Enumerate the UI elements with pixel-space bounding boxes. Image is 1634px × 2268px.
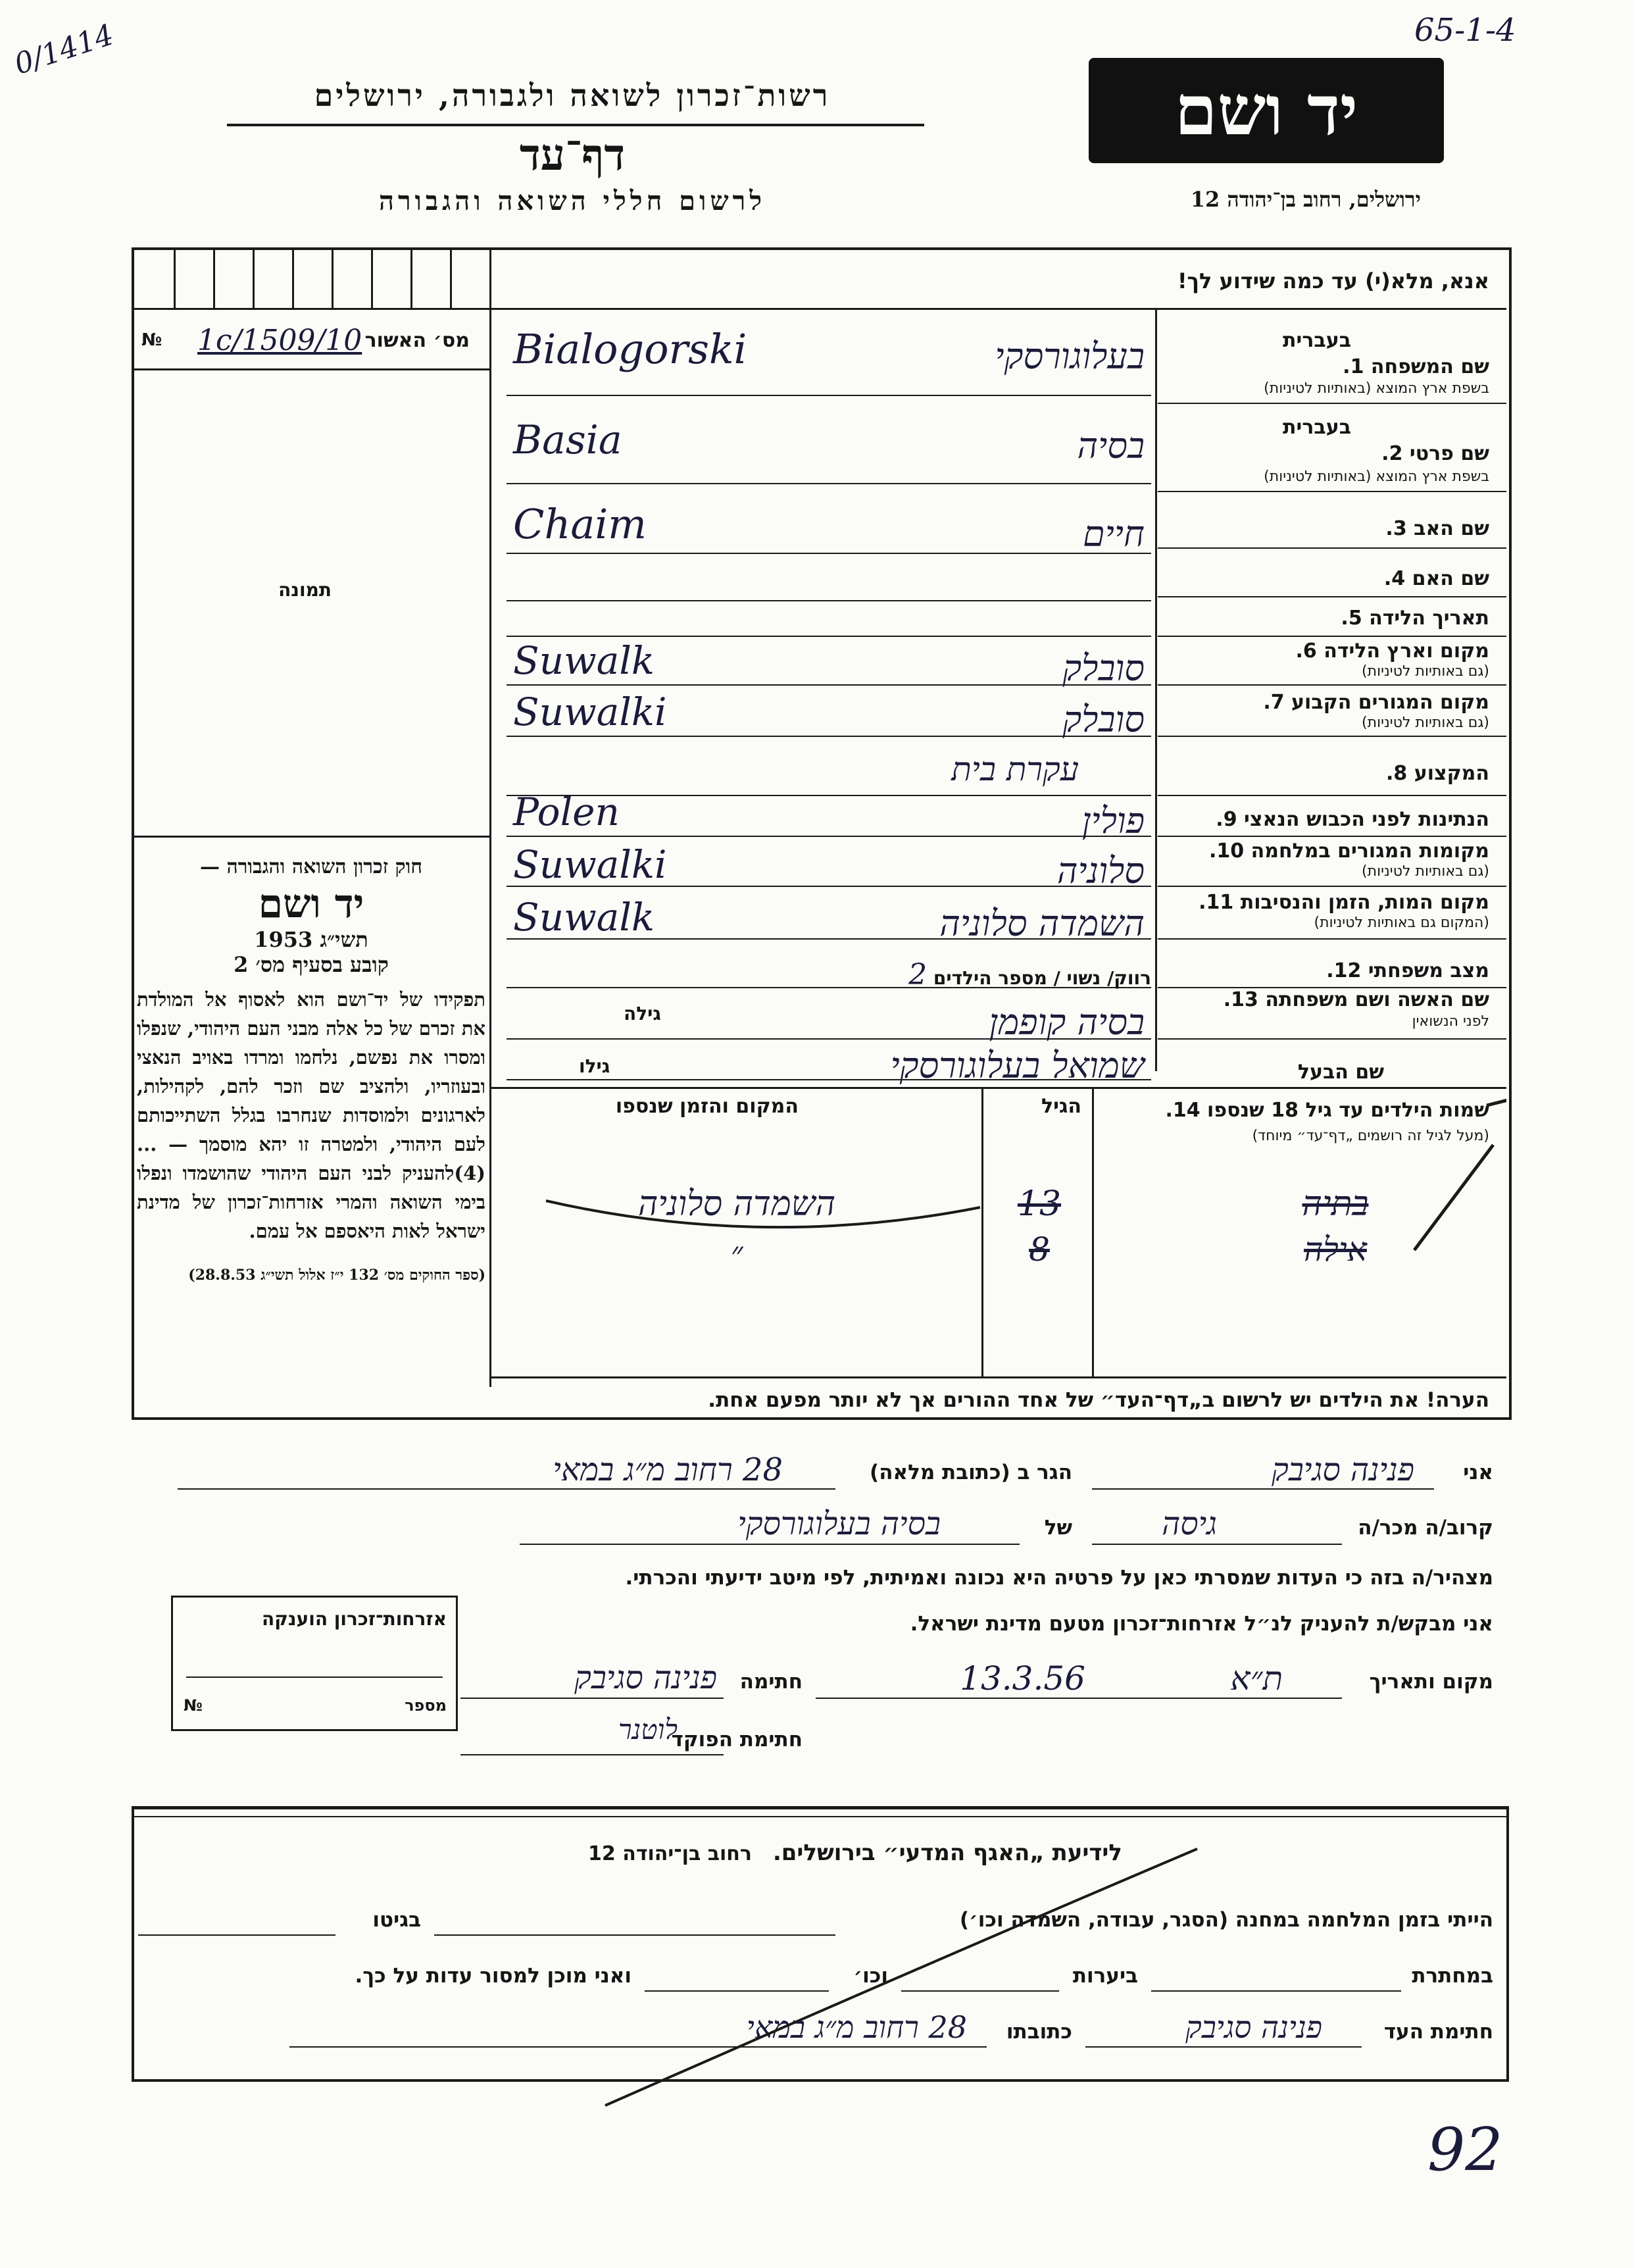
col-age: הגיל xyxy=(1041,1095,1081,1118)
strike-marks xyxy=(500,1066,1506,1290)
law-years: תשי״ג 1953 xyxy=(254,927,368,952)
law-clause: קובע בסעיף מס׳ 2 xyxy=(234,952,389,977)
first-name-latin: Basia xyxy=(513,417,622,463)
witness-addr-label: כתובתו xyxy=(1006,2020,1072,2044)
officer-label: חתימת הפוקד xyxy=(671,1728,803,1751)
signature-label: חתימה xyxy=(739,1670,803,1694)
field-8-text: המקצוע xyxy=(1414,762,1489,785)
child-1-name: בתיה xyxy=(1302,1184,1369,1224)
children-count: 2 xyxy=(908,958,928,992)
logo-text: יד ושם xyxy=(1174,70,1358,151)
yad-vashem-logo xyxy=(1089,58,1444,163)
approval-label: מס׳ האשור xyxy=(364,329,470,352)
declarant-signature: פנינה סגיבק xyxy=(574,1659,717,1696)
field-1-number: 1. xyxy=(1343,355,1364,378)
nationality-hebrew: פולין xyxy=(1081,800,1145,842)
child-2-name: אילה xyxy=(1304,1230,1367,1269)
law-source: (ספר החוקים מס׳ 132 י״ז אלול תשי״ג 28.8.53) xyxy=(188,1267,485,1284)
field-4-label xyxy=(1384,567,1489,590)
field-10-number: 10. xyxy=(1209,840,1245,863)
declarant-name: פנינה סגיבק xyxy=(1272,1451,1414,1488)
child-1-place: השמדה סלוניה xyxy=(637,1184,836,1224)
address: ירושלים, רחוב בן־יהודה 12 xyxy=(1190,187,1421,212)
approval-no-prefix: № xyxy=(141,330,162,350)
marital-status xyxy=(697,958,1151,992)
field-9-label xyxy=(1216,808,1489,831)
witness-sig-label: חתימת העד xyxy=(1383,2020,1493,2044)
field-11-sub: (המקום גם באותיות לטיניות) xyxy=(1314,915,1489,931)
field-2-number: 2. xyxy=(1381,442,1403,465)
birthplace-hebrew: סובלק xyxy=(1062,647,1145,689)
date-value: 13.3.56 xyxy=(960,1659,1085,1698)
witness-signature: פנינה סגיבק xyxy=(1185,2009,1322,2045)
citizenship-number-prefix: № xyxy=(184,1696,203,1715)
field-6-text: מקום וארץ הלידה xyxy=(1324,640,1489,663)
field-2-sub: בשפת ארץ המוצא (באותיות לטיניות) xyxy=(1264,468,1489,485)
field-13-label xyxy=(1224,988,1489,1011)
field-8-number: 8. xyxy=(1385,762,1408,785)
bottom-title-text: לידיעת „האגף המדעי״ בירושלים. xyxy=(772,1840,1122,1866)
field-12-label xyxy=(1326,959,1489,982)
child-1-age: 13 xyxy=(1017,1184,1062,1224)
field-7-sub: (גם באותיות לטיניות) xyxy=(1362,715,1489,731)
witness-strike xyxy=(592,1829,1217,2119)
page-subtitle: לרשום חללי השואה והגבורה xyxy=(378,186,766,216)
child-2-place: ״ xyxy=(730,1234,743,1273)
authority-name: רשות־זכרון לשואה ולגבורה, ירושלים xyxy=(314,78,831,113)
forests-label: ביערות xyxy=(1072,1964,1138,1988)
field-7-text: מקום המגורים הקבוע xyxy=(1291,691,1489,714)
husband-age-label: גילו xyxy=(579,1055,610,1077)
declaration-i-label: אני xyxy=(1463,1461,1493,1484)
field-4-text: שם האם xyxy=(1412,567,1489,590)
field-5-number: 5. xyxy=(1341,607,1362,630)
field-13-text: שם האשה ושם משפחתה xyxy=(1265,988,1489,1011)
field-8-label xyxy=(1386,762,1489,785)
field-9-number: 9. xyxy=(1216,808,1237,831)
death-place-hebrew: השמדה סלוניה xyxy=(939,903,1145,944)
of-label: של xyxy=(1044,1516,1072,1540)
father-name-latin: Chaim xyxy=(513,500,647,548)
approval-number: 1c/1509/10 xyxy=(197,324,362,357)
law-name: יד ושם xyxy=(258,881,364,927)
declaration-request: אני מבקש/ת להעניק לנ״ל אזרחות־זכרון מטעם מדינת ישראל. xyxy=(910,1612,1493,1636)
etc-label: וכו׳ xyxy=(853,1964,888,1988)
first-name-hebrew: בסיה xyxy=(1077,425,1145,466)
wife-age-label: גילה xyxy=(624,1003,661,1024)
children-note: הערה! את הילדים יש לרשום ב„דף־העד״ של אחד ההורים אך לא יותר מפעם אחת. xyxy=(708,1388,1489,1412)
handwritten-file-number: 0/1414 xyxy=(10,18,118,82)
field-2-label xyxy=(1381,442,1489,465)
archive-number: 65-1-4 xyxy=(1414,12,1516,49)
marital-status-text: רווק/ נשוי / מספר הילדים xyxy=(933,967,1151,989)
citizenship-number-label: מספר xyxy=(405,1696,447,1715)
field-4-number: 4. xyxy=(1383,567,1406,590)
law-body: תפקידו של יד־ושם הוא לאסוף אל המולדת את זכרם של כל אלה מבני העם היהודי, שנפלו ומסרו את נפשם, נלחמו ומרדו באויב הנאצי ובעוזריו, ולהציב שם וזכר להם, לקהילות, לארגונים ולמוסדות שנחרבו בגלל השתייכותם לעם היהודי, ולמטרה זו יהא מוסמך — ...(4)להעניק לבני העם היהודי שהושמדו ונפלו בימי השואה והמרי אזרחות־זכרון של מדינת ישראל לאות היאספם אל עמם. xyxy=(137,988,485,1242)
resides-label: הגר ב (כתובת מלאה) xyxy=(870,1461,1072,1484)
field-7-label xyxy=(1263,691,1489,714)
field-12-text: מצב משפחתי xyxy=(1368,959,1489,982)
field-11-text: מקום המות, הזמן והנסיבות xyxy=(1240,891,1489,914)
children-number: 14. xyxy=(1165,1099,1201,1122)
nationality-latin: Polen xyxy=(513,790,620,834)
relation-value: גיסה xyxy=(1162,1505,1217,1542)
field-13-sub: לפני הנשואין xyxy=(1412,1013,1489,1030)
underground-label: במחתרת xyxy=(1412,1964,1493,1988)
field-6-sub: (גם באותיות לטיניות) xyxy=(1362,663,1489,680)
field-3-label xyxy=(1385,517,1489,540)
field-2-text: שם פרטי xyxy=(1409,442,1489,465)
code-boxes xyxy=(134,250,489,309)
wartime-residence-latin: Suwalki xyxy=(513,842,667,887)
citizenship-title: אזרחות־זכרון הוענקה xyxy=(262,1608,447,1630)
field-5-label xyxy=(1341,607,1489,630)
photo-label: תמונה xyxy=(278,579,332,601)
field-12-number: 12. xyxy=(1326,959,1362,982)
field-10-text: מקומות המגורים במלחמה xyxy=(1250,840,1489,863)
declaration-statement: מצהיר/ה בזה כי העדות שמסרתי כאן על פרטיה היא נכונה ואמיתית, לפי מיטב ידיעתי והכרתי. xyxy=(625,1566,1493,1590)
officer-signature: לוטנר xyxy=(618,1713,678,1746)
child-2-age: 8 xyxy=(1029,1230,1050,1269)
bottom-address: רחוב בן־יהודה 12 xyxy=(588,1842,752,1865)
children-sub: (מעל לגיל זה רושמים „דף־עד״ מיוחד) xyxy=(1252,1128,1489,1144)
field-7-number: 7. xyxy=(1263,691,1285,714)
field-9-text: הנתינות לפני הכבוש הנאצי xyxy=(1244,808,1489,831)
wartime-residence-hebrew: סלוניה xyxy=(1056,850,1145,892)
birthplace-latin: Suwalk xyxy=(513,638,655,683)
citizenship-box xyxy=(171,1596,458,1731)
field-10-sub: (גם באותיות לטיניות) xyxy=(1362,863,1489,880)
children-label-text: שמות הילדים עד גיל 18 שנספו xyxy=(1207,1099,1489,1122)
field-1-sub: בשפת ארץ המוצא (באותיות לטיניות) xyxy=(1264,380,1489,397)
witness-address: 28 רחוב מ״ג במאי xyxy=(746,2009,967,2045)
husband-label: שם הבעל xyxy=(1297,1061,1384,1084)
field-1-text: שם המשפחה xyxy=(1370,355,1489,378)
field-6-label xyxy=(1296,640,1489,663)
profession-hebrew: עקרת בית xyxy=(951,750,1079,788)
ghetto-label: בגיטו xyxy=(372,1908,421,1932)
instruction: אנא, מלא(י) עד כמה שידוע לך! xyxy=(1177,268,1489,293)
field-5-text: תאריך הלידה xyxy=(1369,607,1489,630)
field-3-text: שם האב xyxy=(1414,517,1489,540)
willing-testify-label: ואני מוכן למסור עדות על כך. xyxy=(355,1964,631,1988)
hebrew-word-1: בעברית xyxy=(1283,329,1351,352)
field-1-label xyxy=(1343,355,1489,378)
law-box xyxy=(137,855,485,1285)
family-name-hebrew: בעלוגורסקי xyxy=(995,336,1145,377)
place-date-label: מקום ותאריך xyxy=(1369,1670,1493,1694)
relation-label: קרוב/ה מכר/ה xyxy=(1358,1516,1493,1540)
death-place-latin: Suwalk xyxy=(513,895,655,940)
declarant-address: 28 רחוב מ״ג במאי xyxy=(553,1451,783,1488)
law-title: חוק זכרון השואה והגבורה — xyxy=(200,855,422,878)
family-name-latin: Bialogorski xyxy=(513,325,747,373)
husband-name: שמואל בעלוגורסקי xyxy=(890,1045,1145,1086)
col-place: המקום והזמן שנספו xyxy=(615,1095,799,1118)
camp-label: הייתי בזמן המלחמה במחנה (הסגר, עבודה, השמדה וכו׳) xyxy=(959,1908,1493,1932)
field-11-number: 11. xyxy=(1199,891,1234,914)
page-number: 92 xyxy=(1427,2115,1503,2184)
residence-hebrew: סובלק xyxy=(1062,699,1145,740)
field-13-number: 13. xyxy=(1223,988,1258,1011)
field-3-number: 3. xyxy=(1385,517,1407,540)
page-title: דף־עד xyxy=(519,129,626,180)
wife-name: בסיה קופמן xyxy=(989,1001,1145,1043)
place-value: ת״א xyxy=(1230,1659,1283,1698)
hebrew-word-2: בעברית xyxy=(1283,416,1351,439)
field-10-label xyxy=(1209,840,1489,863)
father-name-hebrew: חיים xyxy=(1083,513,1145,555)
field-11-label xyxy=(1199,891,1489,914)
field-6-number: 6. xyxy=(1295,640,1317,663)
residence-latin: Suwalki xyxy=(513,690,667,734)
of-name: בסיה בעלוגורסקי xyxy=(737,1505,941,1542)
